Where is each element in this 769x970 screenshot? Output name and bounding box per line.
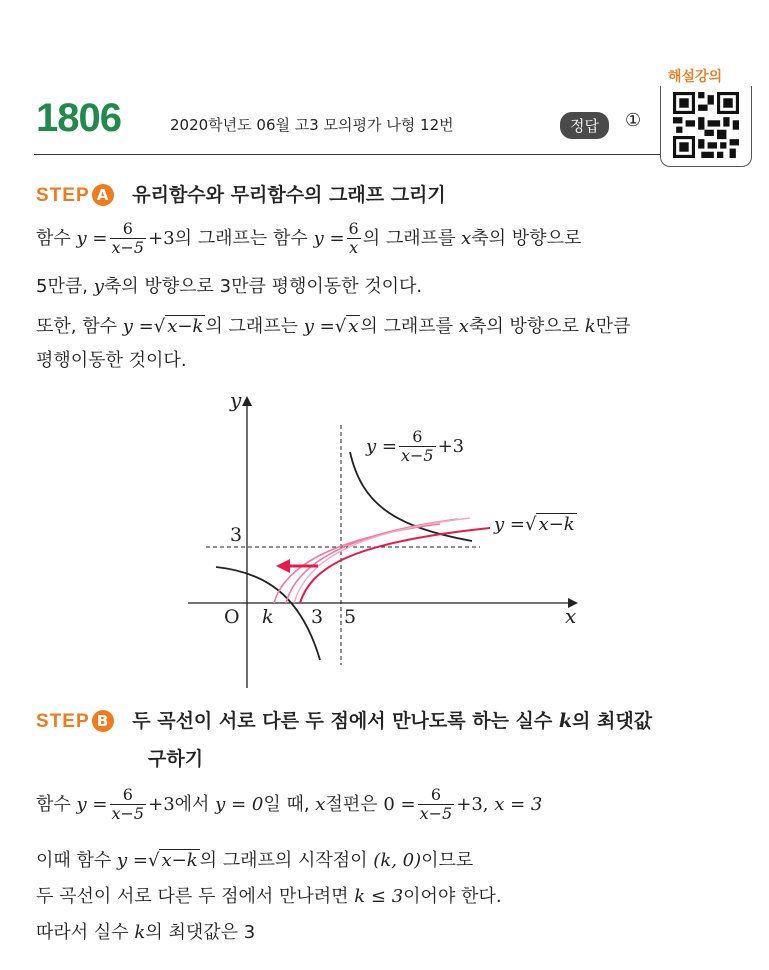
- frac-den: x−5: [419, 804, 453, 824]
- text: 의 그래프를: [362, 227, 456, 249]
- problem-number: 1806: [36, 96, 121, 140]
- math: k: [134, 922, 146, 943]
- frac-den: x: [347, 238, 361, 257]
- text: 또한, 함수: [36, 316, 117, 337]
- math: x = 3: [494, 793, 543, 815]
- text: 5만큼,: [36, 276, 88, 297]
- math: y =: [303, 316, 335, 337]
- text: 의 최댓값은 3: [145, 922, 256, 943]
- text: 축의 방향으로: [468, 316, 579, 337]
- math: k ≤ 3: [354, 886, 404, 907]
- math: x: [458, 316, 469, 337]
- math: (k, 0): [373, 850, 422, 871]
- frac-num: 6: [122, 785, 133, 804]
- text: 만큼: [595, 316, 631, 337]
- text: 함수: [36, 227, 71, 249]
- x-tick-3: 3: [311, 606, 324, 628]
- math: +3,: [456, 793, 489, 815]
- x-tick-5: 5: [344, 606, 357, 628]
- step-b-letter: B: [92, 710, 114, 732]
- math: +3: [148, 227, 175, 249]
- text: 의 그래프를: [360, 316, 454, 337]
- frac-den: x−5: [111, 804, 145, 824]
- math: k: [584, 316, 596, 337]
- step-b-title-3: 구하기: [148, 748, 204, 770]
- answer-value: ①: [625, 110, 642, 131]
- frac-den: x−5: [400, 446, 434, 466]
- k-label: k: [262, 606, 274, 628]
- text: 이어야 한다.: [403, 886, 502, 907]
- math: y =: [76, 227, 108, 249]
- radicand: x: [348, 316, 359, 337]
- text: 의 그래프는: [205, 316, 299, 337]
- math: y =: [494, 514, 525, 535]
- text: 함수: [36, 793, 71, 815]
- text: 축의 방향으로: [471, 227, 582, 249]
- text: 에서: [174, 793, 210, 815]
- frac-num: 6: [348, 219, 359, 238]
- qr-label: 해설강의: [668, 69, 723, 85]
- x-axis-label: x: [565, 604, 577, 628]
- step-b-line-2: [36, 846, 473, 872]
- sqrt-sign: √: [153, 316, 166, 337]
- step-b-line-3: [36, 882, 502, 908]
- sqrt-sign: √: [524, 514, 537, 535]
- y-axis-arrow: [242, 396, 252, 406]
- fraction: [110, 786, 147, 824]
- step-b-line-4: [36, 918, 255, 944]
- math: y =: [76, 793, 108, 815]
- radicand: x−k: [167, 316, 204, 337]
- step-a-letter: A: [92, 184, 114, 206]
- math: y =: [366, 435, 397, 457]
- frac-num: 6: [122, 219, 133, 238]
- text: 축의 방향으로 3만큼 평행이동한 것이다.: [103, 276, 423, 297]
- answer-badge: 정답: [560, 112, 609, 139]
- step-b-heading: [36, 706, 652, 733]
- step-a-word: STEP: [36, 185, 90, 206]
- frac-num: 6: [430, 785, 442, 804]
- y-axis-label: y: [230, 388, 242, 412]
- math: 0 =: [383, 793, 416, 815]
- frac-num: 6: [412, 427, 423, 446]
- math: x: [461, 227, 472, 249]
- text: 의 그래프는 함수: [174, 227, 308, 249]
- step-a-title: 유리함수와 무리함수의 그래프 그리기: [132, 184, 446, 206]
- origin-label: O: [224, 606, 240, 628]
- math: y =: [122, 316, 154, 337]
- text: 이므로: [421, 850, 474, 871]
- sqrt-sign: √: [334, 316, 347, 337]
- math: y =: [313, 227, 345, 249]
- math: +3: [148, 793, 175, 815]
- step-b-line-1: [36, 786, 542, 824]
- sqrt-sign: √: [148, 850, 160, 871]
- math: y = 0: [215, 793, 264, 815]
- text: 일 때,: [263, 793, 310, 815]
- problem-source: 2020학년도 06월 고3 모의평가 나형 12번: [170, 116, 454, 134]
- math: y =: [117, 850, 148, 871]
- math: k: [558, 710, 573, 732]
- radicand: x−k: [538, 514, 575, 535]
- frac-den: x−5: [111, 238, 145, 258]
- text: 이때 함수: [36, 850, 112, 871]
- math: y: [93, 276, 104, 297]
- text: 절편은: [325, 793, 378, 815]
- step-b-title-2: 의 최댓값: [572, 710, 653, 732]
- y-tick-3: 3: [230, 524, 243, 546]
- translation-arrow-head: [276, 559, 290, 573]
- rational-curve-label: [366, 428, 464, 466]
- text: 두 곡선이 서로 다른 두 점에서 만나려면: [36, 886, 349, 907]
- math: x: [315, 793, 326, 815]
- math: +3: [437, 435, 465, 457]
- step-a-line-4: 평행이동한 것이다.: [36, 350, 187, 371]
- text: 따라서 실수: [36, 922, 129, 943]
- radicand: x−k: [161, 850, 198, 871]
- sqrt-curve-label: [494, 514, 577, 535]
- step-b-title-1: 두 곡선이 서로 다른 두 점에서 만나도록 하는 실수: [132, 710, 553, 732]
- fraction: [399, 428, 436, 466]
- step-b-word: STEP: [36, 711, 90, 732]
- text: 의 그래프의 시작점이: [199, 850, 368, 871]
- fraction: [418, 786, 455, 824]
